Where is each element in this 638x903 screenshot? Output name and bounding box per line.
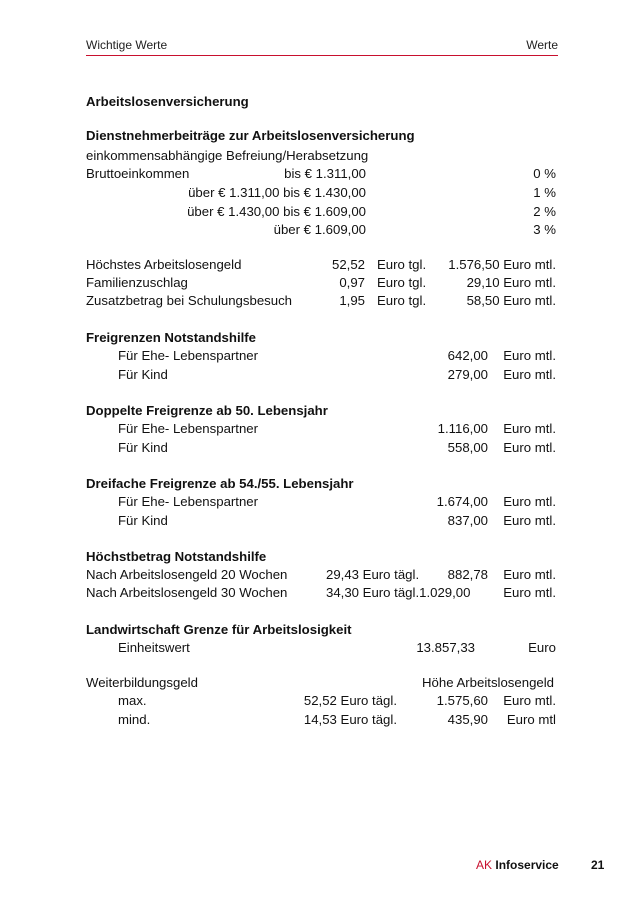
section-title: Arbeitslosenversicherung: [86, 94, 249, 109]
weiterbildung-daily: 52,52 Euro tägl.: [303, 693, 397, 708]
hoechstbetrag-unit: Euro mtl.: [503, 567, 556, 582]
doppelt-label: Für Kind: [118, 440, 168, 455]
alg-value: 1,95: [339, 293, 365, 308]
dn-title: Dienstnehmerbeiträge zur Arbeitslosenversicherung: [86, 128, 415, 143]
dn-rate: 0 %: [533, 166, 556, 181]
dreifach-label: Für Ehe- Lebenspartner: [118, 494, 259, 509]
doppelt-label: Für Ehe- Lebenspartner: [118, 421, 259, 436]
weiterbildung-row-label: mind.: [118, 712, 151, 727]
landwirtschaft-value: 13.857,33: [416, 640, 475, 655]
alg-value: 52,52: [331, 257, 365, 272]
dreifach-unit: Euro mtl.: [503, 513, 556, 528]
weiterbildung-unit: Euro mtl.: [503, 693, 556, 708]
alg-unit: Euro tgl.: [377, 293, 427, 308]
doppelt-title: Doppelte Freigrenze ab 50. Lebensjahr: [86, 403, 328, 418]
dn-range: über € 1.311,00 bis € 1.430,00: [188, 185, 366, 200]
alg-monthly: 58,50 Euro mtl.: [466, 293, 556, 308]
header-left: Wichtige Werte: [86, 38, 168, 52]
landwirtschaft-unit: Euro: [528, 640, 556, 655]
dn-label: Bruttoeinkommen: [86, 166, 190, 181]
freigrenzen-unit: Euro mtl.: [503, 367, 556, 382]
doppelt-unit: Euro mtl.: [503, 440, 556, 455]
hoechstbetrag-label: Nach Arbeitslosengeld 20 Wochen: [86, 567, 288, 582]
dreifach-unit: Euro mtl.: [503, 494, 556, 509]
hoechstbetrag-unit: Euro mtl.: [503, 585, 556, 600]
landwirtschaft-title: Landwirtschaft Grenze für Arbeitslosigkeit: [86, 622, 352, 637]
weiterbildung-value: 1.575,60: [436, 693, 488, 708]
dn-rate: 2 %: [533, 204, 556, 219]
alg-unit: Euro tgl.: [377, 275, 427, 290]
page-number: 21: [591, 858, 605, 872]
alg-unit: Euro tgl.: [377, 257, 427, 272]
hoechstbetrag-daily: 29,43 Euro tägl.: [326, 567, 420, 582]
weiterbildung-header: Höhe Arbeitslosengeld: [422, 675, 554, 690]
alg-label: Höchstes Arbeitslosengeld: [86, 257, 242, 272]
alg-monthly: 29,10 Euro mtl.: [466, 275, 556, 290]
header-rule: [86, 55, 558, 56]
hoechstbetrag-label: Nach Arbeitslosengeld 30 Wochen: [86, 585, 288, 600]
doppelt-value: 558,00: [447, 440, 488, 455]
header-right: Werte: [526, 38, 558, 52]
footer-infoservice: Infoservice: [495, 858, 559, 872]
dn-rate: 1 %: [533, 185, 556, 200]
freigrenzen-value: 642,00: [447, 348, 488, 363]
dreifach-value: 837,00: [447, 513, 488, 528]
weiterbildung-value: 435,90: [447, 712, 488, 727]
weiterbildung-unit: Euro mtl: [506, 712, 556, 727]
doppelt-unit: Euro mtl.: [503, 421, 556, 436]
dn-range: über € 1.609,00: [273, 222, 366, 237]
dn-rate: 3 %: [533, 222, 556, 237]
freigrenzen-value: 279,00: [447, 367, 488, 382]
doppelt-value: 1.116,00: [437, 421, 488, 436]
dn-range: bis € 1.311,00: [284, 166, 366, 181]
freigrenzen-label: Für Ehe- Lebenspartner: [118, 348, 259, 363]
dn-subtitle: einkommensabhängige Befreiung/Herabsetzung: [86, 148, 369, 163]
alg-value: 0,97: [339, 275, 365, 290]
alg-label: Familienzuschlag: [86, 275, 188, 290]
dreifach-title: Dreifache Freigrenze ab 54./55. Lebensjahr: [86, 476, 354, 491]
dreifach-value: 1.674,00: [436, 494, 488, 509]
footer-brand: [476, 858, 559, 872]
dreifach-label: Für Kind: [118, 513, 168, 528]
dn-range: über € 1.430,00 bis € 1.609,00: [187, 204, 366, 219]
hoechstbetrag-daily: 34,30 Euro tägl.1.029,00: [326, 585, 471, 600]
freigrenzen-title: Freigrenzen Notstandshilfe: [86, 330, 256, 345]
hoechstbetrag-value: 882,78: [447, 567, 488, 582]
weiterbildung-label: Weiterbildungsgeld: [86, 675, 198, 690]
weiterbildung-daily: 14,53 Euro tägl.: [303, 712, 397, 727]
footer-ak: AK: [476, 858, 493, 872]
weiterbildung-row-label: max.: [118, 693, 147, 708]
alg-monthly: 1.576,50 Euro mtl.: [448, 257, 556, 272]
freigrenzen-unit: Euro mtl.: [503, 348, 556, 363]
landwirtschaft-label: Einheitswert: [118, 640, 190, 655]
freigrenzen-label: Für Kind: [118, 367, 168, 382]
hoechstbetrag-title: Höchstbetrag Notstandshilfe: [86, 549, 267, 564]
alg-label: Zusatzbetrag bei Schulungsbesuch: [86, 293, 293, 308]
